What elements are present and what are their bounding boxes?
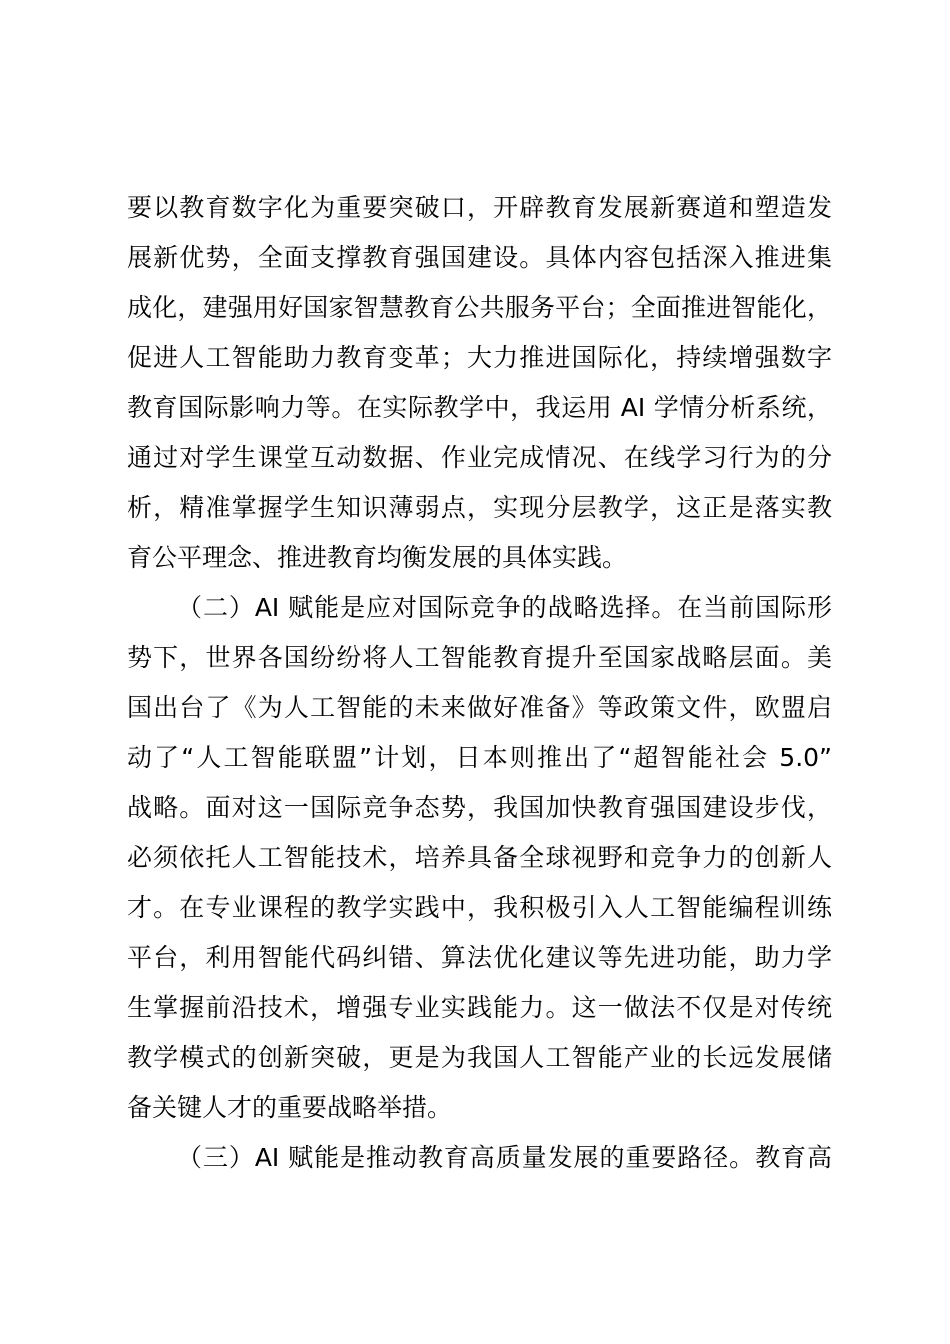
section-heading-line: （二）AI 赋能是应对国际竞争的战略选择。在当前国际形 [177,593,832,622]
body-text-line: 通过对学生课堂互动数据、作业完成情况、在线学习行为的分 [127,443,832,472]
body-text-line: 促进人工智能助力教育变革；大力推进国际化，持续增强数字 [127,343,832,372]
body-text-line: 必须依托人工智能技术，培养具备全球视野和竞争力的创新人 [127,843,832,872]
body-text-line: 析，精准掌握学生知识薄弱点，实现分层教学，这正是落实教 [127,493,832,522]
section-heading-line: （三）AI 赋能是推动教育高质量发展的重要路径。教育高 [177,1143,832,1172]
document-body-text [127,183,832,1183]
body-text-line: 育公平理念、推进教育均衡发展的具体实践。 [127,543,628,572]
body-text-line: 教育国际影响力等。在实际教学中，我运用 AI 学情分析系统， [127,393,832,422]
body-text-line: 展新优势，全面支撑教育强国建设。具体内容包括深入推进集 [127,243,832,272]
body-text-line: 成化，建强用好国家智慧教育公共服务平台；全面推进智能化， [127,293,832,322]
body-text-line: 生掌握前沿技术，增强专业实践能力。这一做法不仅是对传统 [127,993,832,1022]
body-text-line: 势下，世界各国纷纷将人工智能教育提升至国家战略层面。美 [127,643,832,672]
body-text-line: 备关键人才的重要战略举措。 [127,1093,453,1122]
body-text-line: 平台，利用智能代码纠错、算法优化建议等先进功能，助力学 [127,943,832,972]
body-text-line: 才。在专业课程的教学实践中，我积极引入人工智能编程训练 [127,893,832,922]
body-text-line: 战略。面对这一国际竞争态势，我国加快教育强国建设步伐， [127,793,832,822]
body-text-line: 要以教育数字化为重要突破口，开辟教育发展新赛道和塑造发 [127,193,832,222]
body-text-line: 教学模式的创新突破，更是为我国人工智能产业的长远发展储 [127,1043,832,1072]
body-text-line: 国出台了《为人工智能的未来做好准备》等政策文件，欧盟启 [127,693,832,722]
body-text-line: 动了“人工智能联盟”计划，日本则推出了“超智能社会 5.0” [127,743,832,772]
